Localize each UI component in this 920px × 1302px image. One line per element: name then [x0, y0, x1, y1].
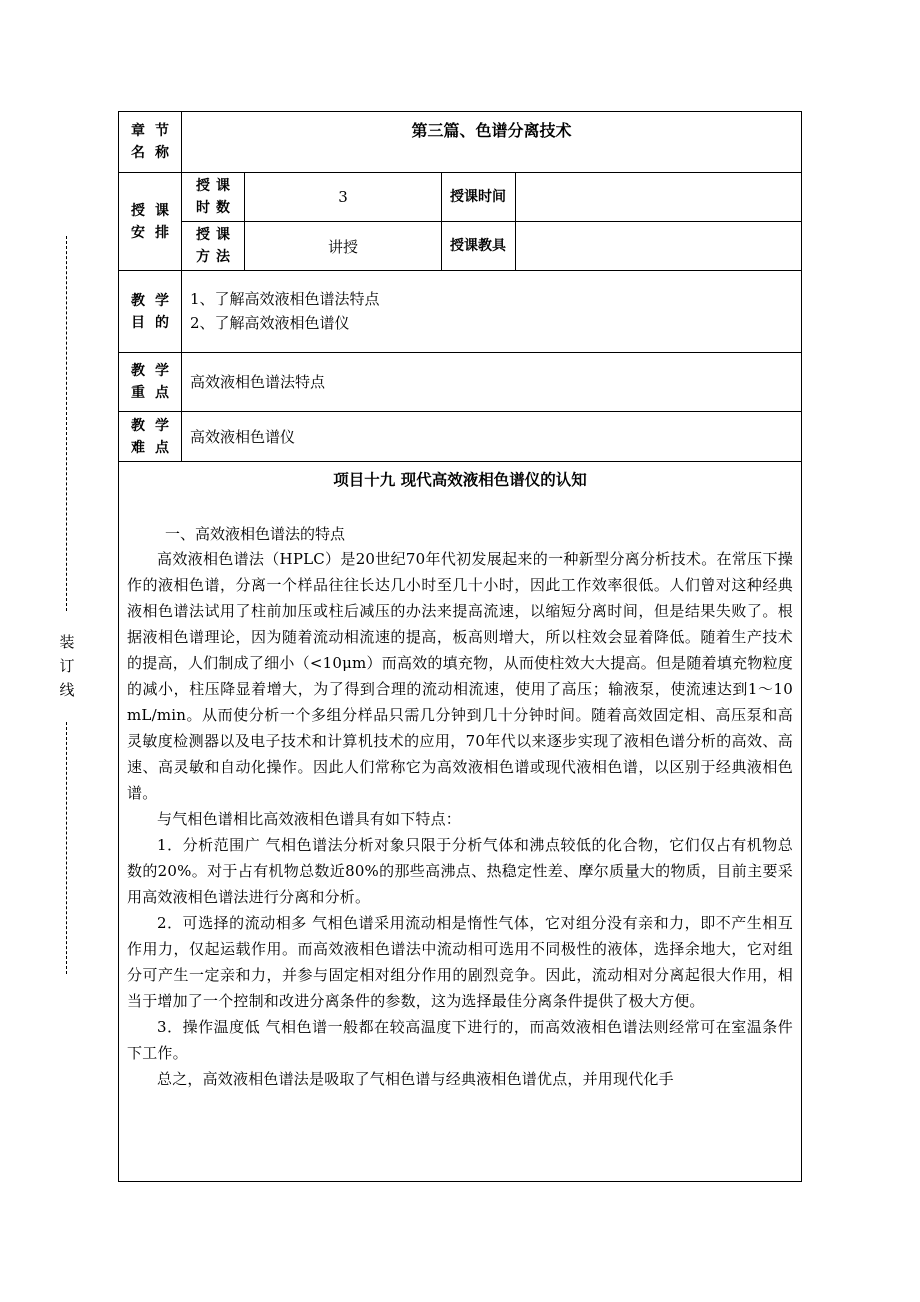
hours-value: 3: [245, 173, 442, 222]
body-row: [119, 462, 802, 1182]
method-label: 授课方法: [182, 222, 245, 271]
key-value: 高效液相色谱法特点: [182, 353, 802, 412]
key-row: [119, 353, 802, 412]
chapter-row: [119, 112, 802, 173]
teacher-value: [516, 222, 802, 271]
chapter-value: 第三篇、色谱分离技术: [182, 112, 802, 173]
paragraph: 1．分析范围广 气相色谱法分析对象只限于分析气体和沸点较低的化合物，它们仅占有机物总数的20%。对于占有机物总数近80%的那些高沸点、热稳定性差、摩尔质量大的物质，目前主要采用高效液相色谱法进行分离和分析。: [127, 836, 794, 906]
difficulty-row: [119, 412, 802, 462]
binding-dashed-line-bottom: [66, 722, 67, 974]
objective-item: 1、了解高效液相色谱法特点: [190, 290, 380, 308]
time-label: 授课时间: [442, 173, 516, 222]
objectives-cell: [182, 271, 802, 353]
paragraph: 与气相色谱相比高效液相色谱具有如下特点：: [157, 810, 462, 828]
paragraph: 总之，高效液相色谱法是吸取了气相色谱与经典液相色谱优点，并用现代化手: [157, 1070, 674, 1088]
chapter-label: 章节名称: [119, 112, 182, 173]
objective-item: 2、了解高效液相色谱仪: [190, 314, 350, 332]
body-cell: [119, 462, 802, 1182]
binding-dashed-line-top: [66, 236, 67, 611]
difficulty-label: 教学难点: [119, 412, 182, 462]
method-row: [119, 222, 802, 271]
method-value: 讲授: [245, 222, 442, 271]
objectives-row: [119, 271, 802, 353]
schedule-label: 授课安排: [119, 173, 182, 271]
paragraph: 高效液相色谱法（HPLC）是20世纪70年代初发展起来的一种新型分离分析技术。在常压下操作的液相色谱，分离一个样品往往长达几小时至几十小时，因此工作效率很低。人们曾对这种经典液相色谱法试用了柱前加压或柱后减压的办法来提高流速，以缩短分离时间，但是结果失败了。根据液相色谱理论，因为随着流动相流速的提高，板高则增大，所以柱效会显着降低。随着生产技术的提高，人们制成了细小（<10μm）而高效的填充物，从而使柱效大大提高。但是随着填充物粒度的减小，柱压降显着增大，为了得到合理的流动相流速，使用了高压；输液泵，使流速达到1～10 mL/min。从而使分析一个多组分样品只需几分钟到几十分钟时间。随着高效固定相、高压泵和高灵敏度检测器以及电子技术和计算机技术的应用，70年代以来逐步实现了液相色谱分析的高效、高速、高灵敏和自动化操作。因此人们常称它为高效液相色谱或现代液相色谱，以区别于经典液相色谱。: [127, 550, 794, 802]
time-value: [516, 173, 802, 222]
paragraph: 2．可选择的流动相多 气相色谱采用流动相是惰性气体，它对组分没有亲和力，即不产生相互作用力，仅起运载作用。而高效液相色谱法中流动相可选用不同极性的液体，选择余地大，它对组分可产生一定亲和力，并参与固定相对组分作用的剧烈竞争。因此，流动相对分离起很大作用，相当于增加了一个控制和改进分离条件的参数，这为选择最佳分离条件提供了极大方便。: [127, 914, 794, 1010]
project-title: 项目十九 现代高效液相色谱仪的认知: [333, 471, 587, 489]
section-title: 一、高效液相色谱法的特点: [165, 525, 346, 543]
objectives-label: 教学目的: [119, 271, 182, 353]
hours-row: [119, 173, 802, 222]
teacher-label: 授课教具: [442, 222, 516, 271]
hours-label: 授课时数: [182, 173, 245, 222]
difficulty-value: 高效液相色谱仪: [182, 412, 802, 462]
key-label: 教学重点: [119, 353, 182, 412]
paragraph: 3．操作温度低 气相色谱一般都在较高温度下进行的，而高效液相色谱法则经常可在室温条件下工作。: [127, 1018, 794, 1062]
lesson-plan-table: [118, 111, 802, 1182]
binding-label: 装订线: [59, 633, 75, 699]
binding-margin: [55, 236, 79, 736]
